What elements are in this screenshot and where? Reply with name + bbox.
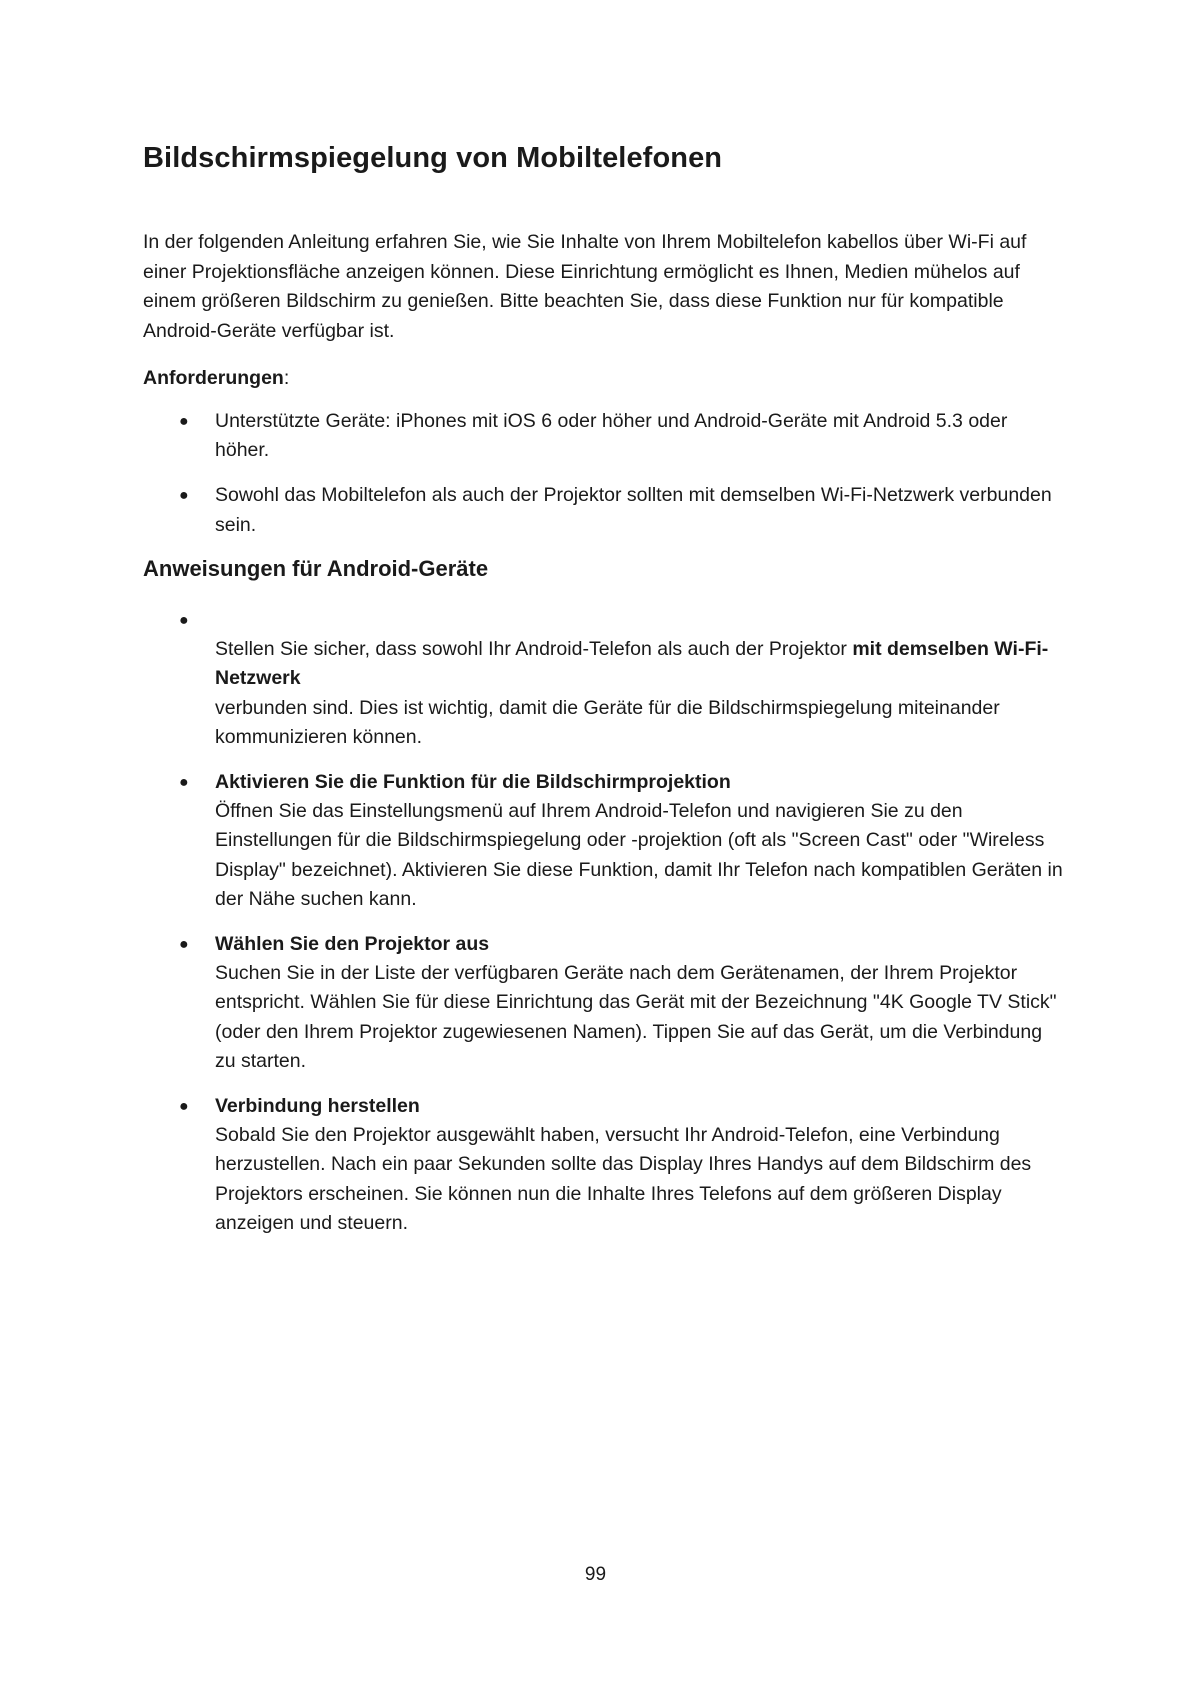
step-title: Verbindung herstellen (215, 1095, 420, 1118)
step-text (215, 635, 1063, 693)
requirements-list (143, 407, 1063, 540)
android-steps-list (143, 606, 1063, 1238)
step-text: Suchen Sie in der Liste der verfügbaren Geräte nach dem Gerätenamen, der Ihrem Projektor entspricht. Wählen Sie für diese Einrichtung das Gerät mit der Bezeichnung "4K Google TV Stick" (oder den Ihrem Projektor zugewiesenen Namen). Tippen Sie auf das Gerät, um die Verbindung zu starten. (215, 962, 1057, 1072)
step-text: Öffnen Sie das Einstellungsmenü auf Ihrem Android-Telefon und navigieren Sie zu den Einstellungen für die Bildschirmspiegelung oder -projektion (oft als "Screen Cast" oder "Wireless Display" bezeichnet). Aktivieren Sie diese Funktion, damit Ihr Telefon nach kompatiblen Geräten in der Nähe suchen kann. (215, 800, 1063, 910)
bullet-icon: ● (179, 1098, 189, 1116)
requirement-text: Unterstützte Geräte: iPhones mit iOS 6 oder höher und Android-Geräte mit Android 5.3 oder höher. (215, 410, 1008, 462)
page-number: 99 (584, 1564, 607, 1585)
list-item (143, 481, 1063, 539)
step-title: Wählen Sie den Projektor aus (215, 933, 490, 956)
empty-line (215, 606, 1063, 635)
bullet-icon: ● (179, 774, 189, 792)
bullet-icon: ● (179, 612, 189, 629)
bullet-icon: ● (179, 413, 189, 430)
step-title: Aktivieren Sie die Funktion für die Bildschirmprojektion (215, 771, 731, 794)
list-item (143, 768, 1063, 914)
step-text: Sobald Sie den Projektor ausgewählt haben, versucht Ihr Android-Telefon, eine Verbindung herzustellen. Nach ein paar Sekunden sollte das Display Ihres Handys auf dem Bildschirm des Projektors erscheinen. Sie können nun die Inhalte Ihres Telefons auf dem größeren Display anzeigen und steuern. (215, 1124, 1032, 1234)
intro-paragraph: In der folgenden Anleitung erfahren Sie, wie Sie Inhalte von Ihrem Mobiltelefon kabellos über Wi-Fi auf einer Projektionsfläche anzeigen können. Diese Einrichtung ermöglicht es Ihnen, Medien mühelos auf einem größeren Bildschirm zu genießen. Bitte beachten Sie, dass diese Funktion nur für kompatible Android-Geräte verfügbar ist. (143, 231, 1027, 342)
requirements-colon: : (283, 367, 290, 389)
step-text-after: verbunden sind. Dies ist wichtig, damit die Geräte für die Bildschirmspiegelung miteinander kommunizieren können. (215, 696, 1000, 748)
bullet-icon: ● (179, 487, 189, 505)
requirement-text: Sowohl das Mobiltelefon als auch der Projektor sollten mit demselben Wi-Fi-Netzwerk verbunden sein. (215, 484, 1052, 536)
page-title: Bildschirmspiegelung von Mobiltelefonen (143, 142, 723, 174)
bullet-icon: ● (179, 936, 189, 954)
step-text-bold: mit demselben Wi-Fi-Netzwerk (215, 638, 1049, 690)
list-item (143, 407, 1063, 465)
requirements-label-text: Anforderungen (143, 367, 284, 389)
requirements-label (143, 364, 289, 393)
step-text-before: Stellen Sie sicher, dass sowohl Ihr Android-Telefon als auch der Projektor (215, 638, 853, 661)
section-heading-android: Anweisungen für Android-Geräte (143, 556, 489, 581)
list-item (143, 606, 1063, 752)
list-item (143, 930, 1063, 1076)
list-item (143, 1092, 1063, 1238)
